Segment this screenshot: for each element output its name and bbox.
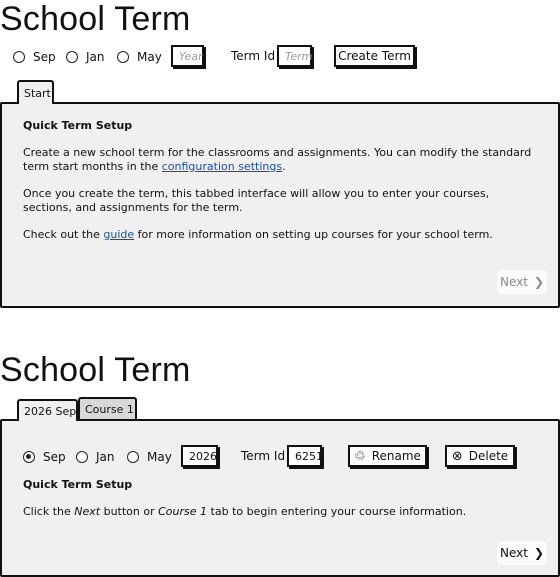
tab-label: Start [24,86,51,100]
page-title: School Term [0,0,191,38]
radio-label: Sep [43,450,66,464]
radio-circle [127,451,139,463]
page-title: School Term [0,351,191,389]
info-paragraph: Once you create the term, this tabbed interface will allow you to enter your courses, sections, and assignments for the term. [23,187,490,214]
guide-link[interactable]: guide [103,228,135,241]
tab-2026-sep[interactable] [17,399,78,421]
term-input[interactable]: 6251 [287,445,322,467]
radio-sep[interactable] [23,450,66,464]
rename-label: Rename [371,449,421,463]
term-id-label: Term Id [241,449,286,463]
radio-circle-checked [23,451,35,463]
tab-label: 2026 Sep [24,404,77,418]
radio-may[interactable] [127,450,172,464]
radio-label: Sep [33,50,56,64]
next-label: Next [499,275,528,289]
create-term-button[interactable]: Create Term [334,45,415,67]
guide-paragraph: Check out the guide for more information on setting up courses for your school term. [23,228,493,241]
tab-course-1[interactable] [78,397,137,419]
radio-label: May [137,50,162,64]
chevron-right-icon: ❯ [533,546,545,560]
delete-label: Delete [468,449,509,463]
section-heading: Quick Term Setup [23,119,133,132]
delete-button[interactable] [445,445,515,467]
radio-label: May [147,450,172,464]
intro-paragraph: Create a new school term for the classrooms and assignments. You can modify the standard term start months in the configuration settings. [23,146,532,173]
configuration-settings-link[interactable]: configuration settings [161,160,283,173]
radio-label: Jan [96,450,115,464]
radio-circle [117,51,129,63]
term-input[interactable]: Term [277,45,312,67]
recycle-icon: ♲ [354,448,366,464]
next-button[interactable] [497,270,547,294]
term-id-label: Term Id [231,49,276,63]
year-input[interactable]: 2026 [181,445,218,467]
radio-circle [66,51,78,63]
rename-button[interactable] [348,445,427,467]
radio-circle [76,451,88,463]
tab-start[interactable] [17,80,54,104]
radio-circle [13,51,25,63]
instruction-paragraph: Click the Next button or Course 1 tab to begin entering your course information. [23,505,467,518]
next-label: Next [499,546,528,560]
tab-label: Course 1 [85,402,134,416]
circle-x-icon: ⊗ [451,448,463,464]
section-heading: Quick Term Setup [23,478,133,491]
radio-jan[interactable] [66,50,105,64]
term-panel [0,419,560,577]
radio-sep[interactable] [13,50,56,64]
radio-label: Jan [86,50,105,64]
radio-jan[interactable] [76,450,115,464]
year-input[interactable]: Year [171,45,204,67]
next-button[interactable] [497,541,547,565]
radio-may[interactable] [117,50,162,64]
chevron-right-icon: ❯ [533,275,545,289]
start-panel [0,102,560,308]
